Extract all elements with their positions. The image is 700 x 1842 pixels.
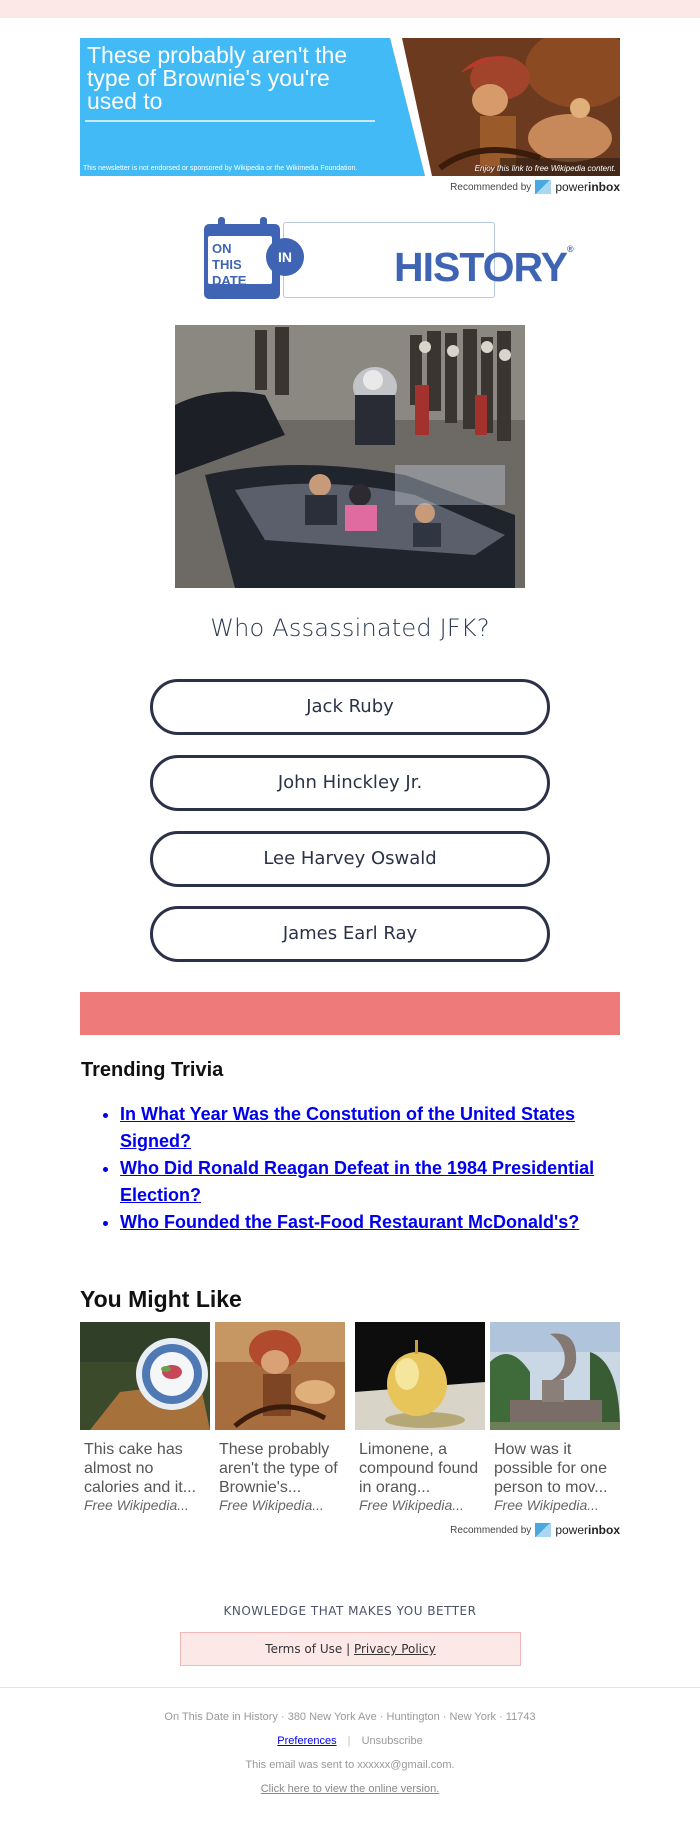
banner-headline[interactable]: These probably aren't the type of Brownie's you're used to: [87, 42, 348, 114]
card-text[interactable]: This cake has almost no calories and it...: [84, 1441, 197, 1496]
recommended-label: Recommended by: [450, 181, 532, 193]
sponsored-banner[interactable]: [80, 38, 620, 176]
list-item: [120, 1101, 620, 1155]
footer-sent-to: This email was sent to xxxxxx@gmail.com.: [245, 1759, 455, 1771]
logo-in-badge: IN: [266, 238, 304, 276]
answer-button-3[interactable]: Lee Harvey Oswald: [150, 831, 550, 887]
privacy-policy-link[interactable]: Privacy Policy: [353, 1642, 436, 1656]
answer-button-2[interactable]: John Hinckley Jr.: [150, 755, 550, 811]
recommendation-card-1[interactable]: [80, 1322, 210, 1513]
trending-trivia-title: Trending Trivia: [81, 1059, 224, 1081]
list-item: [120, 1209, 620, 1236]
footer-online-version: [0, 1783, 700, 1795]
footer-link-separator: |: [347, 1735, 351, 1747]
footer-address: On This Date in History · 380 New York Ave · Huntington · New York · 11743: [164, 1711, 536, 1723]
brownie-elf-card-image[interactable]: [215, 1322, 345, 1430]
footer-links: [0, 1735, 700, 1747]
jfk-motorcade-photo: [175, 325, 525, 588]
brownie-elf-image[interactable]: [390, 38, 620, 176]
trending-link-2[interactable]: Who Did Ronald Reagan Defeat in the 1984 Presidential Election?: [120, 1158, 595, 1205]
on-this-date-in-history-logo: [202, 214, 573, 300]
card-text[interactable]: These probably aren't the type of Brownie's...: [219, 1441, 338, 1496]
recommended-label: Recommended by: [450, 1524, 532, 1536]
list-item: [120, 1155, 620, 1209]
logo-history-text: HISTORY®: [394, 244, 573, 290]
trending-link-1[interactable]: In What Year Was the Constution of the United States Signed?: [120, 1104, 576, 1151]
banner-caption: Enjoy this link to free Wikipedia content.: [474, 164, 616, 173]
coral-castle-image[interactable]: [490, 1322, 620, 1430]
footer-divider: [0, 1687, 700, 1688]
limonene-lemon-image[interactable]: [355, 1322, 485, 1430]
cake-plate-image[interactable]: [80, 1322, 210, 1430]
banner-disclaimer: This newsletter is not endorsed or sponsored by Wikipedia or the Wikimedia Foundation.: [83, 165, 358, 172]
top-strip: [0, 0, 700, 18]
powerinbox-wordmark: powerinbox: [555, 180, 620, 194]
powerinbox-wordmark: powerinbox: [555, 1523, 620, 1537]
legal-divider: |: [346, 1642, 351, 1656]
quiz-question: Who Assassinated JFK?: [210, 614, 490, 642]
view-online-link[interactable]: Click here to view the online version.: [260, 1783, 440, 1795]
banner-rule: [85, 120, 375, 122]
powerinbox-logo-icon: [535, 1523, 551, 1537]
powerinbox-logo-icon: [535, 180, 551, 194]
legal-links: [180, 1632, 521, 1666]
accent-band: [80, 992, 620, 1035]
answer-button-1[interactable]: Jack Ruby: [150, 679, 550, 735]
recommended-by-bottom[interactable]: [450, 1523, 620, 1537]
logo-calendar-text: ON THIS DATE: [212, 241, 247, 288]
trending-link-3[interactable]: Who Founded the Fast-Food Restaurant McDonald's?: [120, 1212, 580, 1232]
unsubscribe-link[interactable]: Unsubscribe: [361, 1735, 423, 1747]
card-source: Free Wikipedia...: [359, 1497, 464, 1513]
logo-history-box: [283, 222, 573, 298]
recommendation-card-4[interactable]: [490, 1322, 620, 1513]
card-source: Free Wikipedia...: [84, 1497, 189, 1513]
recommendation-card-2[interactable]: [215, 1322, 345, 1513]
preferences-link[interactable]: Preferences: [277, 1735, 337, 1747]
recommendation-card-3[interactable]: [355, 1322, 485, 1513]
recommended-by-top[interactable]: [450, 180, 620, 194]
card-source: Free Wikipedia...: [494, 1497, 599, 1513]
card-text[interactable]: Limonene, a compound found in orang...: [359, 1441, 479, 1496]
answer-button-4[interactable]: James Earl Ray: [150, 906, 550, 962]
card-text[interactable]: How was it possible for one person to mov...: [494, 1441, 608, 1496]
card-source: Free Wikipedia...: [219, 1497, 324, 1513]
trending-trivia-list: [120, 1101, 620, 1236]
terms-of-use-link[interactable]: Terms of Use: [265, 1642, 343, 1656]
footer-tagline: KNOWLEDGE THAT MAKES YOU BETTER: [223, 1604, 477, 1618]
you-might-like-title: You Might Like: [80, 1286, 242, 1312]
